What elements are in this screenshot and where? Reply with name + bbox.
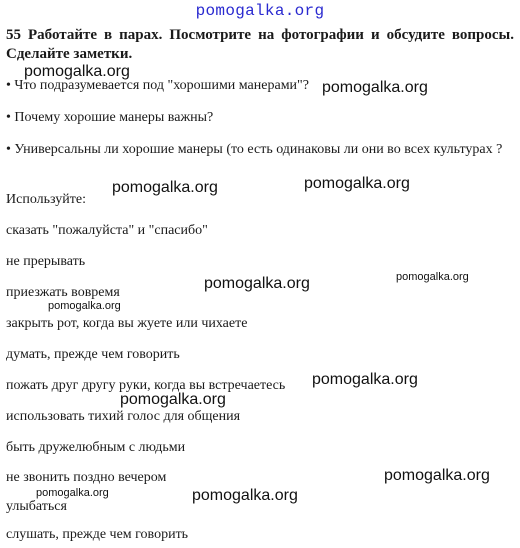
phrase-item: улыбаться [6, 499, 67, 514]
phrase-item: пожать друг другу руки, когда вы встречаетесь [6, 378, 286, 393]
phrase-item: закрыть рот, когда вы жуете или чихаете [6, 316, 248, 331]
exercise-title: 55 Работайте в парах. Посмотрите на фотографии и обсудите вопросы. Сделайте заметки. [6, 27, 514, 62]
watermark: pomogalka.org [112, 179, 218, 196]
watermark: pomogalka.org [36, 487, 109, 499]
watermark: pomogalka.org [204, 275, 310, 292]
watermark: pomogalka.org [322, 79, 428, 96]
phrase-item: сказать "пожалуйста" и "спасибо" [6, 223, 208, 238]
phrase-item: не прерывать [6, 254, 86, 269]
watermark: pomogalka.org [24, 63, 130, 80]
question-item: • Универсальны ли хорошие манеры (то есть одинаковы ли они во всех культурах ? [6, 142, 503, 157]
phrase-item: не звонить поздно вечером [6, 470, 167, 485]
phrase-item: приезжать вовремя [6, 285, 120, 300]
watermark: pomogalka.org [120, 391, 226, 408]
phrase-item: слушать, прежде чем говорить [6, 527, 189, 542]
use-label: Используйте: [6, 192, 86, 207]
phrase-item: быть дружелюбным с людьми [6, 440, 186, 455]
watermark: pomogalka.org [384, 467, 490, 484]
watermark: pomogalka.org [312, 371, 418, 388]
phrase-item: думать, прежде чем говорить [6, 347, 180, 362]
watermark: pomogalka.org [396, 271, 469, 283]
watermark: pomogalka.org [304, 175, 410, 192]
header-watermark: pomogalka.org [195, 2, 325, 20]
phrase-item: использовать тихий голос для общения [6, 409, 241, 424]
watermark: pomogalka.org [192, 487, 298, 504]
question-item: • Почему хорошие манеры важны? [6, 110, 214, 125]
watermark: pomogalka.org [48, 300, 121, 312]
question-item: • Что подразумевается под "хорошими манерами"? [6, 78, 309, 93]
